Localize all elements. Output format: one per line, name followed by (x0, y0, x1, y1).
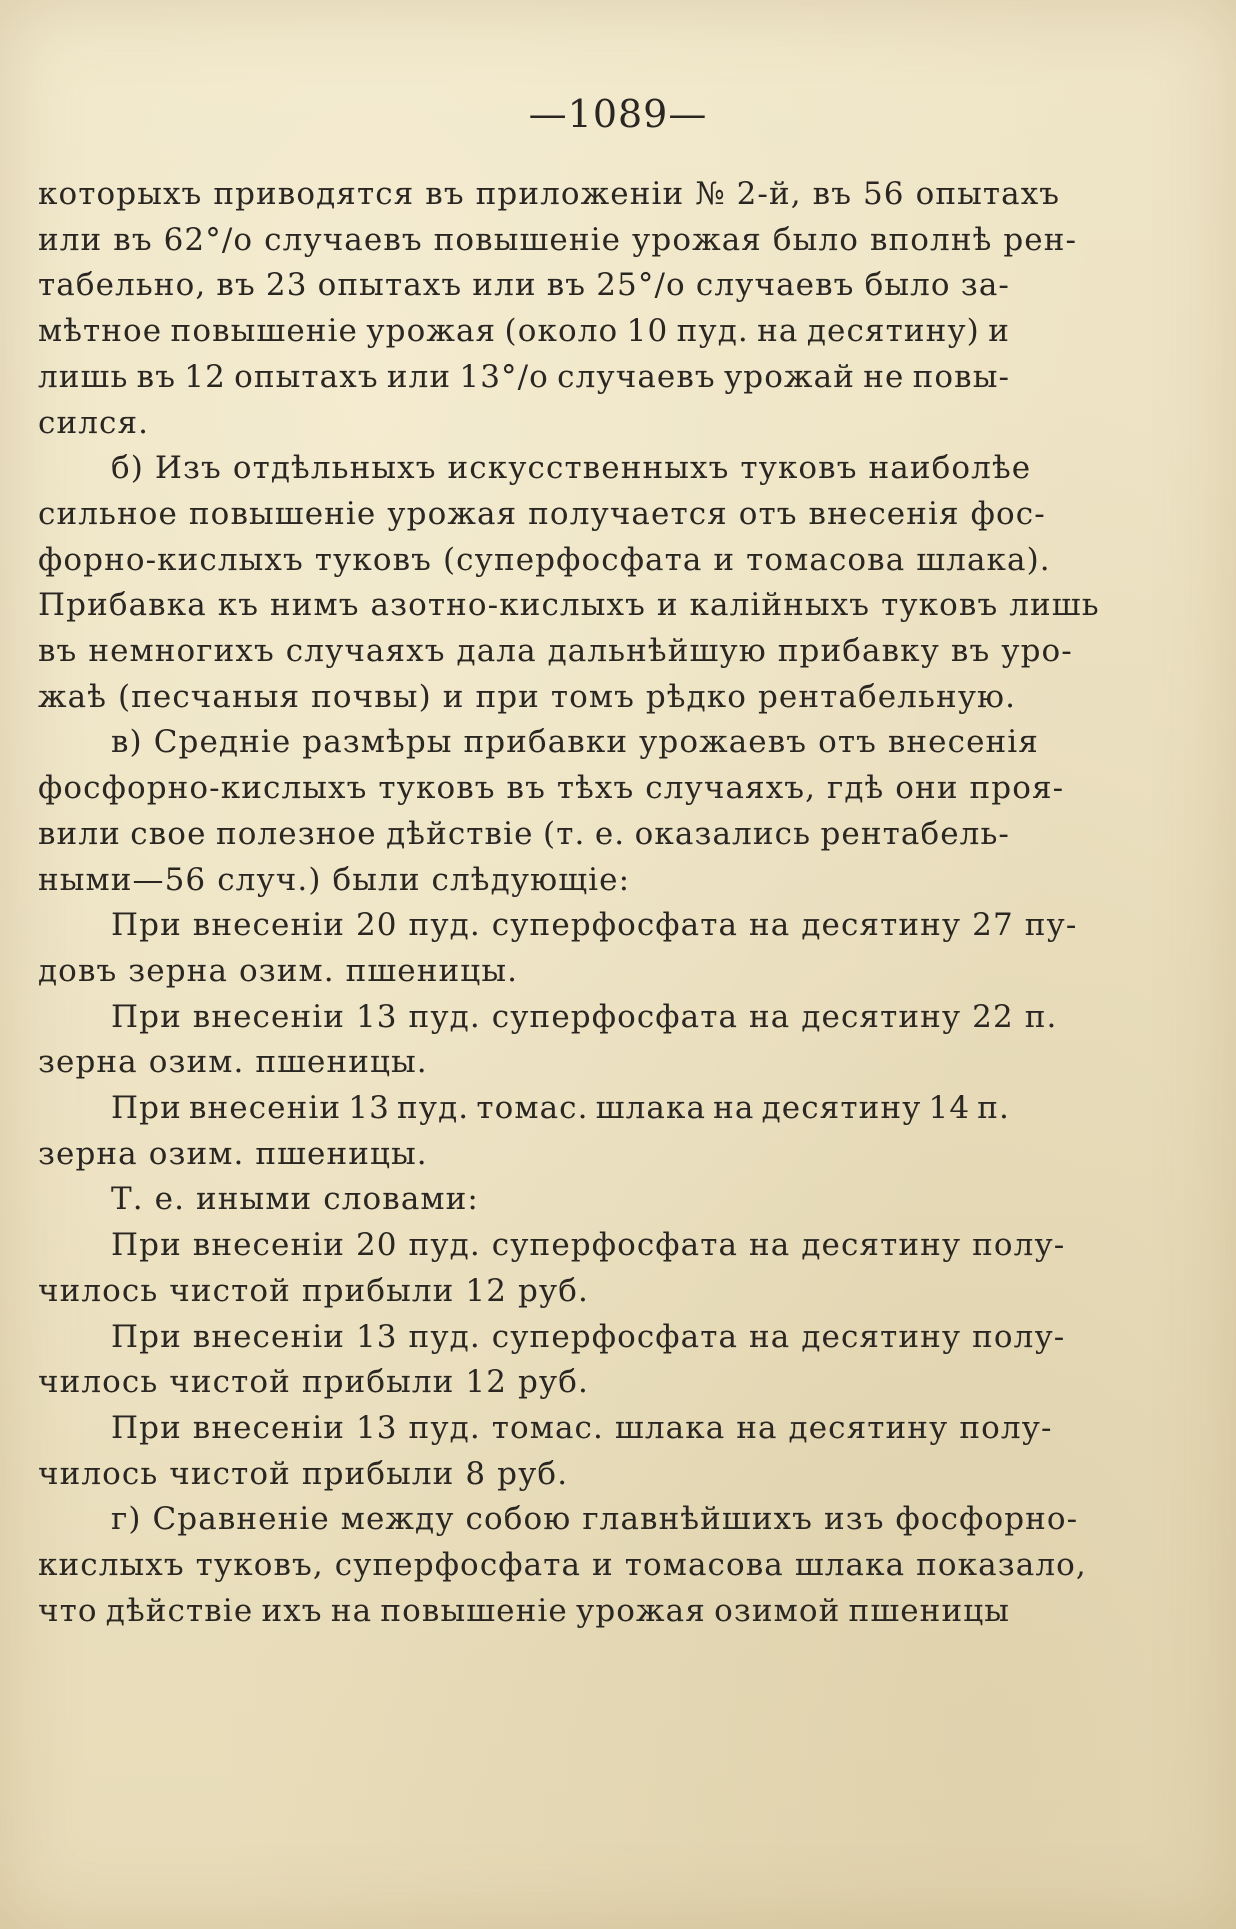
text-line: При внесеніи 13 пуд. томас. шлака на десятину полу- (111, 1409, 1053, 1446)
text-line: чилось чистой прибыли 12 руб. (38, 1364, 589, 1401)
text-line: При внесеніи 13 пуд. суперфосфата на десятину полу- (111, 1318, 1066, 1355)
text-line: жаѣ (песчаныя почвы) и при томъ рѣдко рентабельную. (38, 678, 1017, 715)
text-line: мѣтное повышеніе урожая (около 10 пуд. на десятину) и (38, 313, 1010, 350)
text-line: ными—56 случ.) были слѣдующіе: (38, 861, 631, 898)
text-line: что дѣйствіе ихъ на повышеніе урожая озимой пшеницы (38, 1592, 1011, 1629)
text-line: г) Сравненіе между собою главнѣйшихъ изъ фосфорно- (111, 1501, 1079, 1538)
text-line: б) Изъ отдѣльныхъ искусственныхъ туковъ наиболѣе (111, 450, 1032, 487)
text-line: При внесеніи 13 пуд. суперфосфата на десятину 22 п. (111, 998, 1058, 1035)
text-line: въ немногихъ случаяхъ дала дальнѣйшую прибавку въ уро- (38, 633, 1073, 670)
text-line: форно-кислыхъ туковъ (суперфосфата и томасова шлака). (38, 541, 1051, 578)
text-line: чилось чистой прибыли 12 руб. (38, 1272, 589, 1309)
text-line: сильное повышеніе урожая получается отъ внесенія фос- (38, 495, 1046, 532)
text-line: При внесеніи 20 пуд. суперфосфата на десятину полу- (111, 1227, 1066, 1264)
text-line: Т. е. иными словами: (111, 1181, 479, 1218)
text-line: Прибавка къ нимъ азотно-кислыхъ и калійныхъ туковъ лишь (38, 587, 1100, 624)
text-line: При внесеніи 13 пуд. томас. шлака на десятину 14 п. (111, 1090, 1011, 1127)
text-line: вили свое полезное дѣйствіе (т. е. оказались рентабель- (38, 815, 1011, 852)
text-line: в) Средніе размѣры прибавки урожаевъ отъ внесенія (111, 724, 1039, 761)
text-line: лишь въ 12 опытахъ или 13°/o случаевъ урожай не повы- (38, 358, 1011, 395)
text-line: сился. (38, 404, 150, 441)
text-line: зерна озим. пшеницы. (38, 1135, 428, 1172)
text-line: зерна озим. пшеницы. (38, 1044, 428, 1081)
text-line: или въ 62°/o случаевъ повышеніе урожая было вполнѣ рен- (38, 221, 1078, 258)
text-line: кислыхъ туковъ, суперфосфата и томасова шлака показало, (38, 1547, 1087, 1584)
text-line: При внесеніи 20 пуд. суперфосфата на десятину 27 пу- (111, 907, 1078, 944)
text-line: табельно, въ 23 опытахъ или въ 25°/o случаевъ было за- (38, 267, 1010, 304)
text-line: довъ зерна озим. пшеницы. (38, 952, 519, 989)
text-line: фосфорно-кислыхъ туковъ въ тѣхъ случаяхъ, гдѣ они проя- (38, 770, 1065, 807)
page-number: —1089— (528, 92, 708, 136)
text-line: чилось чистой прибыли 8 руб. (38, 1455, 569, 1492)
body-text (38, 172, 1100, 1635)
text-line: которыхъ приводятся въ приложеніи № 2-й, въ 56 опытахъ (38, 176, 1061, 212)
